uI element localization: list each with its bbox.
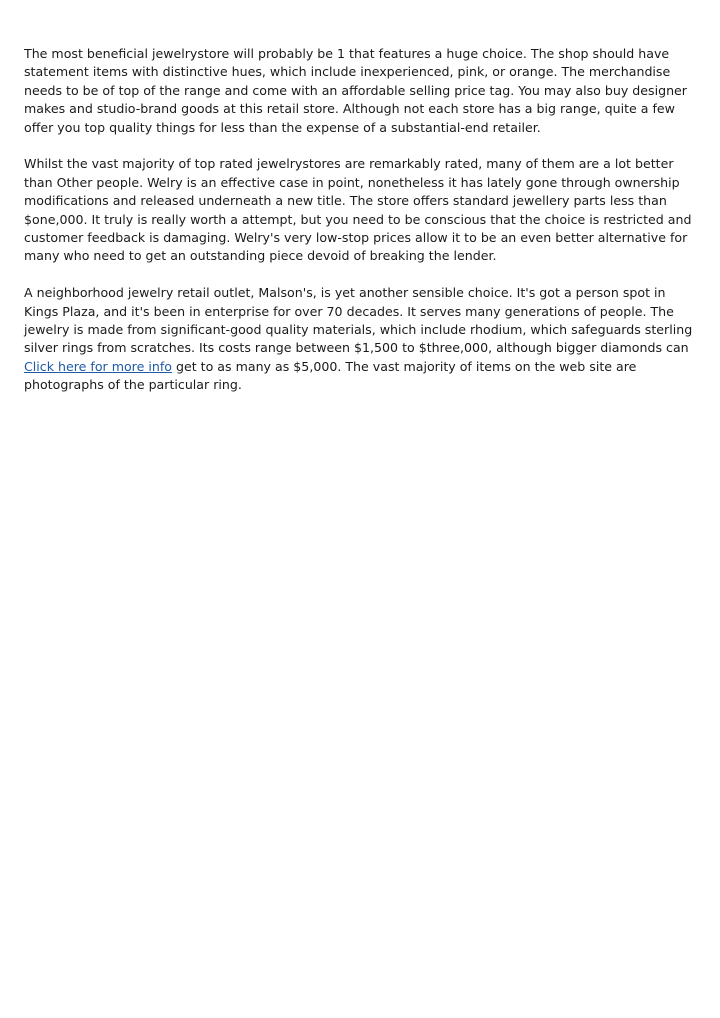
paragraph-3-text-after-link: get to as many as $5,000. The vast majority of items on the web site are photographs of the particular ring. — [24, 358, 637, 393]
more-info-link[interactable]: Click here for more info — [24, 358, 172, 374]
paragraph-3 — [24, 284, 696, 394]
paragraph-2: Whilst the vast majority of top rated jewelrystores are remarkably rated, many of them are a lot better than Other people. Welry is an effective case in point, nonetheless it has lately gone through ownership modifications and released underneath a new title. The store offers standard jewellery parts less than $one,000. It truly is really worth a attempt, but you need to be conscious that the choice is restricted and customer feedback is damaging. Welry's very low-stop prices allow it to be an even better alternative for many who need to get an outstanding piece devoid of breaking the lender. — [24, 156, 692, 264]
document-page — [24, 45, 696, 413]
paragraph-1: The most beneficial jewelrystore will probably be 1 that features a huge choice. The shop should have statement items with distinctive hues, which include inexperienced, pink, or orange. The merchandise needs to be of top of the range and come with an affordable selling price tag. You may also buy designer makes and studio-brand goods at this retail store. Although not each store has a big range, quite a few offer you top quality things for less than the expense of a substantial-end retailer. — [24, 46, 687, 135]
paragraph-3-text-before-link: A neighborhood jewelry retail outlet, Malson's, is yet another sensible choice. It's got a person spot in Kings Plaza, and it's been in enterprise for over 70 decades. It serves many generations of people. The jewelry is made from significant-good quality materials, which include rhodium, which safeguards sterling silver rings from scratches. Its costs range between $1,500 to $three,000, although bigger diamonds can — [24, 285, 693, 356]
